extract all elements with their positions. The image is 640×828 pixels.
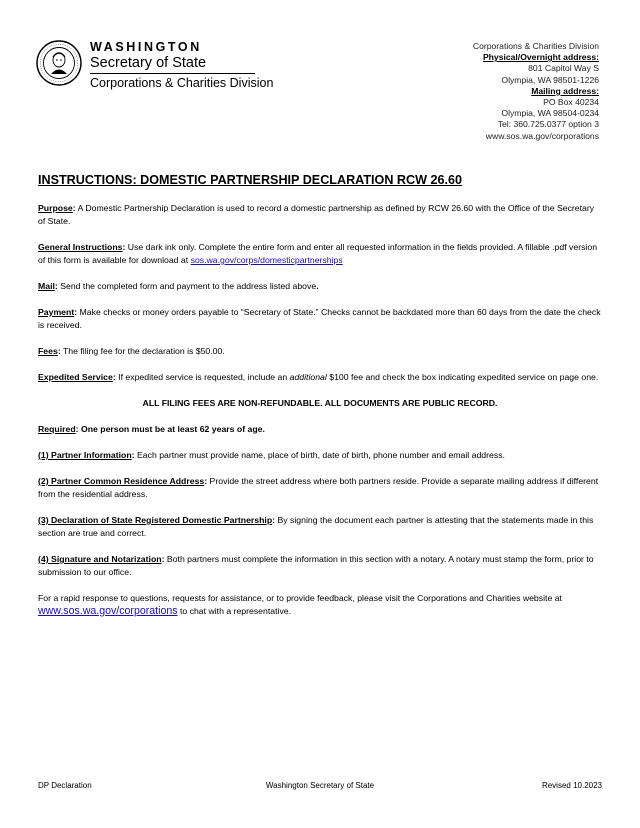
- closing-paragraph: [38, 592, 602, 618]
- signature-paragraph: (4) Signature and Notarization: Both partners must complete the information in this section with a notary. A notary must stamp the form, prior to submission to our office.: [38, 554, 594, 577]
- fees-paragraph: Fees: The filing fee for the declaration is $50.00.: [38, 346, 225, 356]
- expedited-italic: additional: [289, 372, 327, 382]
- partner-info-paragraph: (1) Partner Information: Each partner must provide name, place of birth, date of birth, phone number and email address.: [38, 450, 505, 460]
- phone-number: Tel: 360.725.0377 option 3: [497, 119, 599, 130]
- download-link[interactable]: sos.wa.gov/corps/domesticpartnerships: [190, 255, 343, 265]
- partner-info-label: (1) Partner Information: [38, 450, 132, 460]
- mail-label: Mail: [38, 281, 55, 291]
- payment-label: Payment: [38, 307, 75, 317]
- address-org: Corporations & Charities Division: [472, 41, 599, 51]
- general-instructions-paragraph: General Instructions: Use dark ink only. Complete the entire form and enter all requested information in the fields provided. A fillable .pdf version of this form is available for download at sos.wa.gov/corps/domesticpartnerships: [38, 242, 598, 265]
- footer-revision: Revised 10.2023: [541, 781, 602, 790]
- declaration-text: By signing the document each partner is attesting that the statements made in this section are true and correct.: [38, 515, 594, 538]
- wordmark-secretary-of-state: Secretary of State: [90, 55, 207, 71]
- required-label: Required: [38, 424, 76, 434]
- instructions-body: [38, 172, 602, 631]
- expedited-label: Expedited Service: [38, 372, 113, 382]
- general-instructions-text: Use dark ink only. Complete the entire form and enter all requested information in the fields provided. A fillable .pdf version of this form is available for download at: [38, 242, 598, 265]
- purpose-text: A Domestic Partnership Declaration is used to record a domestic partnership as defined by RCW 26.60 with the Office of the Secretary of State.: [38, 203, 595, 226]
- wordmark-division: Corporations & Charities Division: [90, 76, 274, 90]
- partner-info-text: Each partner must provide name, place of birth, date of birth, phone number and email address.: [134, 450, 505, 460]
- letterhead: [0, 0, 640, 140]
- purpose-label: Purpose: [38, 203, 73, 213]
- purpose-paragraph: Purpose: A Domestic Partnership Declaration is used to record a domestic partnership as defined by RCW 26.60 with the Office of the Secretary of State.: [38, 203, 595, 226]
- wordmark-divider: [90, 73, 255, 74]
- sos-wordmark: [90, 40, 273, 91]
- general-instructions-label: General Instructions: [38, 242, 123, 252]
- footer-form-name: DP Declaration: [38, 781, 92, 790]
- physical-address-label: Physical/Overnight address:: [482, 52, 599, 63]
- state-seal-icon: [36, 40, 82, 86]
- corporations-link[interactable]: www.sos.wa.gov/corporations: [38, 605, 178, 617]
- physical-street: 801 Capitol Way S: [528, 63, 599, 74]
- required-paragraph: [38, 423, 602, 436]
- closing-text-after: to chat with a representative.: [177, 606, 292, 616]
- residence-paragraph: (2) Partner Common Residence Address: Provide the street address where both partners reside. Provide a separate mailing address if different from the residential address.: [38, 476, 599, 499]
- signature-label: (4) Signature and Notarization: [38, 554, 162, 564]
- fees-notice: ALL FILING FEES ARE NON-REFUNDABLE. ALL DOCUMENTS ARE PUBLIC RECORD.: [142, 398, 498, 408]
- mailing-city: Olympia, WA 98504-0234: [501, 108, 599, 119]
- payment-paragraph: Payment: Make checks or money orders payable to “Secretary of State.” Checks cannot be backdated more than 60 days from the date the check is received.: [38, 307, 601, 330]
- physical-city: Olympia, WA 98501-1226: [501, 74, 599, 85]
- closing-text-before: For a rapid response to questions, requests for assistance, or to provide feedback, please visit the Corporations and Charities website at: [38, 593, 562, 603]
- footer-agency: Washington Secretary of State: [265, 781, 375, 790]
- page-title: INSTRUCTIONS: DOMESTIC PARTNERSHIP DECLARATION RCW 26.60: [38, 173, 463, 187]
- declaration-label: (3) Declaration of State Registered Domestic Partnership: [38, 515, 273, 525]
- residence-label: (2) Partner Common Residence Address: [38, 476, 205, 486]
- mailing-po: PO Box 40234: [543, 97, 599, 108]
- mailing-address-label: Mailing address:: [531, 85, 599, 96]
- mail-paragraph: Mail: Send the completed form and payment to the address listed above.: [38, 281, 319, 291]
- mail-text: Send the completed form and payment to the address listed above: [57, 281, 317, 291]
- address-block: [473, 41, 599, 142]
- mail-end: .: [316, 281, 319, 291]
- signature-text: Both partners must complete the information in this section with a notary. A notary must stamp the form, prior to submission to our office.: [38, 554, 594, 577]
- fees-text: The filing fee for the declaration is $50.00.: [60, 346, 225, 356]
- expedited-text-after: $100 fee and check the box indicating expedited service on page one.: [326, 372, 599, 382]
- fees-label: Fees: [38, 346, 58, 356]
- required-text: : One person must be at least 62 years of age.: [75, 424, 265, 434]
- declaration-paragraph: (3) Declaration of State Registered Domestic Partnership: By signing the document each partner is attesting that the statements made in this section are true and correct.: [38, 515, 594, 538]
- wordmark-washington: WASHINGTON: [90, 40, 202, 54]
- residence-text: Provide the street address where both partners reside. Provide a separate mailing address if different from the residential address.: [38, 476, 599, 499]
- expedited-text-before: If expedited service is requested, include an: [115, 372, 290, 382]
- expedited-paragraph: Expedited Service: If expedited service is requested, include an additional $100 fee and check the box indicating expedited service on page one.: [38, 372, 599, 382]
- payment-text: Make checks or money orders payable to “Secretary of State.” Checks cannot be backdated more than 60 days from the date the check is received.: [38, 307, 601, 330]
- website: www.sos.wa.gov/corporations: [485, 130, 599, 141]
